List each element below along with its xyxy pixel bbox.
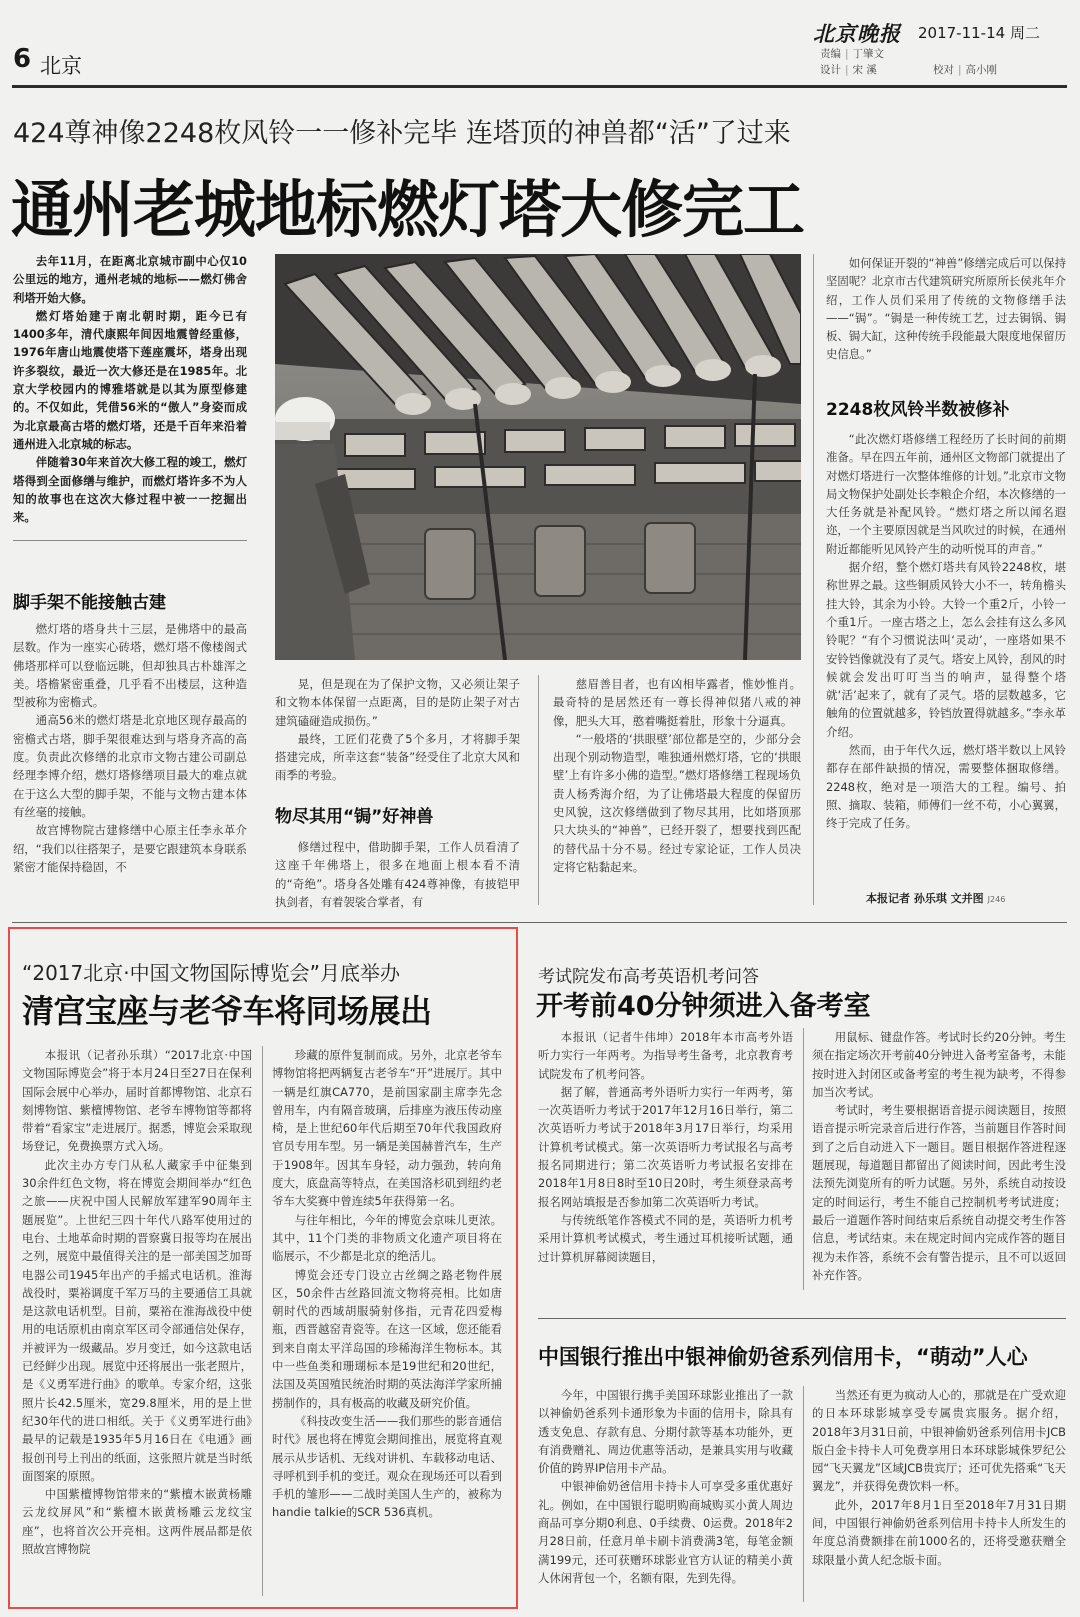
masthead-logo: 北京晚报 [813, 21, 901, 46]
main-col2: 晃，但是现在为了保护文物，又必须让架子和文物本体保留一点距离，目的是防止架子对古建筑磕碰造成损伤。” 最终，工匠们花费了5个多月，才将脚手架搭建完成，所幸这套“装备”经受住了北京大风和雨季的考验。 [275, 677, 520, 783]
main-lead: 去年11月，在距离北京城市副中心仅10公里远的地方，通州老城的地标——燃灯佛舍利塔开始大修。 燃灯塔始建于南北朝时期，距今已有1400多年，清代康熙年间因地震曾经重修，1976年唐山地震使塔下莲座震坏，塔身出现许多裂纹，最近一次大修还是在1985年。北京大学校园内的博雅塔就是以其为原型修建的。不仅如此，凭借56米的“傲人”身姿而成为北京最高古塔的燃灯塔，还是千百年来沿着通州进入北京城的标志。 伴随着30年来首次大修工程的竣工，燃灯塔得到全面修缮与维护，而燃灯塔许多不为人知的故事也在这次大修过程中被一一挖掘出来。 [13, 254, 247, 525]
main-headline: 通州老城地标燃灯塔大修完工 [11, 173, 805, 246]
exam-bottom-rule [538, 1318, 1066, 1319]
main-bottom-rule [12, 922, 1067, 923]
bank-col1: 今年，中国银行携手美国环球影业推出了一款以神偷奶爸系列卡通形象为卡面的信用卡，除具有透支免息、存款有息、分期付款等基本功能外，更有消费赠礼、周边优惠等活动，是兼具实用与收藏价值的跨界IP信用卡产品。 中银神偷奶爸信用卡持卡人可享受多重优惠好礼。例如，在中国银行聪明购商城购买小黄人周边商品可享分期0利息、0手续费、0运费。2018年2月28日前，任意月单卡刷卡消费满3笔，每笔金额满199元，还可获赠环球影业官方认证的精美小黄人休闲背包一个，名额有限，先到先得。 [538, 1388, 793, 1585]
issue-date: 2017-11-14 周二 [918, 24, 1040, 42]
section1-body: 燃灯塔的塔身共十三层，是佛塔中的最高层数。作为一座实心砖塔，燃灯塔不像楼阁式佛塔那样可以登临远眺，但却独具古朴雄浑之美。塔檐紧密重叠，几乎看不出楼层，这种造型被称为密檐式。 通高56米的燃灯塔是北京地区现存最高的密檐式古塔，脚手架很难达到与塔身齐高的高度。负责此次修缮的北京市文物古建公司副总经理李博介绍，燃灯塔修缮项目最大的难点就在于这么大型的脚手架，不能与文物古建本体有丝毫的接触。 故宫博物院古建修缮中心原主任李永革介绍，“我们以往搭架子，是要它跟建筑本身联系紧密才能保持稳固，不 [13, 622, 247, 874]
section3-body: “此次燃灯塔修缮工程经历了长时间的前期准备。早在四五年前，通州区文物部门就提出了对燃灯塔进行一次整体维修的计划。”北京市文物局文物保护处副处长李粮企介绍，本次修缮的一大任务就是补配风铃。“燃灯塔之所以闻名遐迩，一个主要原因就是当风吹过的时候，在通州附近都能听见风铃产生的动听悦耳的声音。” 据介绍，整个燃灯塔共有风铃2248枚，堪称世界之最。这些铜质风铃大小不一，转角檐头挂大铃，其余为小铃。大铃一个重2斤，小铃一个重1斤。一座古塔之上，怎么会挂有这么多风铃呢？“有个习惯说法叫‘灵动’，一座塔如果不安铃铛像就没有了灵气。塔安上风铃，刮风的时候就会发出叮叮当当的响声，显得整个塔就‘活’起来了，就有了灵气。塔的层数越多，它触角的位置就越多，铃铛放置得就越多。”李永革介绍。 然而，由于年代久远，燃灯塔半数以上风铃都存在部件缺损的情况，需要整体捆取修缮。2248枚，绝对是一项浩大的工程。编号、拍照、摘取、装箱，师傅们一丝不苟，小心翼翼，终于完成了任务。 [826, 432, 1066, 831]
bank-col2: 当然还有更为疯动人心的，那就是在广受欢迎的日本环球影城享受专属贵宾服务。据介绍，2018年3月31日前，中银神偷奶爸系列信用卡JCB版白金卡持卡人可免费享用日本环球影城侏罗纪公园“飞天翼龙”区域JCB贵宾厅；还可优先搭乘“飞天翼龙”，并获得免费饮料一杯。 此外，2017年8月1日至2018年7月31日期间，中国银行神偷奶爸系列信用卡持卡人所发生的年度总消费额排在前1000名的，还将受邀获赠全球限量小黄人纪念版卡面。 [812, 1388, 1066, 1567]
section-name: 北京 [40, 54, 82, 78]
exam-kicker: 考试院发布高考英语机考问答 [538, 967, 759, 987]
expo-headline: 清宫宝座与老爷车将同场展出 [22, 992, 432, 1030]
credit-proofread: 校对 | 高小刚 [933, 64, 998, 76]
bank-headline: 中国银行推出中银神偷奶爸系列信用卡，“萌动”人心 [538, 1345, 1028, 1369]
exam-headline: 开考前40分钟须进入备考室 [536, 991, 871, 1022]
expo-col2: 珍藏的原件复制而成。另外，北京老爷车博物馆将把两辆复古老爷车“开”进展厅。其中一辆是红旗CA770，是前国家副主席李先念曾用车，内有隔音玻璃，后排座为液压传动座椅，是上世纪60年代后期至70年代我国政府官员专用车型。另一辆是美国赫普汽车，生产于1908年。因其车身轻，动力强劲，转向角度大，底盘高等特点，在美国洛杉矶到纽约老爷车大奖赛中曾连续5年获得第一名。 与往年相比，今年的博览会京味儿更浓。其中，11个门类的非物质文化遗产项目将在临展示，不少都是北京的绝活儿。 博览会还专门设立古丝绸之路老物件展区，50余件古丝路回流文物将亮相。比如唐朝时代的西域胡服骑射侈指，元青花四爱梅瓶，西晋越窑青瓷等。在这一区域，您还能看到来自南太平洋岛国的珍稀海洋生物标本。其中一些鱼类和珊瑚标本是19世纪和20世纪，法国及英国殖民统治时期的英法海洋学家所捕捞制作的，具有极高的收藏及研究价值。 《科技改变生活——我们那些的影音通信时代》展也将在博览会期间推出，展览将直观展示从步话机、无线对讲机、车载移动电话、寻呼机到手机的变迁。观众在现场还可以看到手机的雏形——二战时美国人生产的，被称为handie talkie的SCR 536真机。 [272, 1048, 502, 1520]
section3-title: 2248枚风铃半数被修补 [826, 400, 1010, 420]
col-divider [813, 254, 814, 905]
page-number: 6 [13, 44, 32, 74]
main-col4: 如何保证开裂的“神兽”修缮完成后可以保持坚固呢？北京市古代建筑研究所原所长侯兆年介绍，工作人员们采用了传统的文物修缮手法——“锔”。“锔是一种传统工艺，过去锔锅、锔板、锔大缸，这种传统手段能最大限度地保留历史信息。” [826, 256, 1066, 362]
exam-col2: 用鼠标、键盘作答。考试时长约20分钟。考生须在指定场次开考前40分钟进入备考室备考，未能按时进入封闭区或备考室的考生视为缺考，不得参加当次考试。 考试时，考生要根据语音提示阅读题目，按照语音提示听完录音后进行作答，当前题目作答时间到了之后自动进入下一题目。题目根据作答进程逐题展现，每道题目都留出了阅读时间，因此考生没法预先浏览所有的听力试题。另外，系统自动按设定的时间运行，考生不能自己控制机考考试进度；最后一道题作答时间结束后系统自动提交考生作答信息，考试结束。未在规定时间内完成作答的题目视为未作答，系统不会有警告提示，且不可以返回补充作答。 [812, 1030, 1066, 1282]
tower-restoration-photo [275, 254, 801, 660]
exam-col1: 本报讯（记者牛伟坤）2018年本市高考外语听力实行一年两考。为指导考生备考，北京教育考试院发布了机考问答。 据了解，普通高考外语听力实行一年两考，第一次英语听力考试于2017年12月16日举行，第二次英语听力考试于2018年3月17日举行，均采用计算机考试模式。第一次英语听力考试报名与高考报名同期进行；第二次英语听力考试报名安排在2018年1月8日8时至10日20时，考生须登录高考报名网站填报是否参加第二次英语听力考试。 与传统纸笔作答模式不同的是，英语听力机考采用计算机考试模式，考生通过耳机接听试题，通过计算机屏幕阅读题目， [538, 1030, 793, 1264]
section1-title: 脚手架不能接触古建 [13, 593, 166, 613]
expo-kicker: “2017北京·中国文物国际博览会”月底举办 [22, 961, 400, 985]
lead-rule [13, 540, 247, 541]
main-col3: 慈眉善目者，也有凶相毕露者，惟妙惟肖。最奇特的是居然还有一尊长得神似猪八戒的神像，肥头大耳，憨着嘴挺着肚，形象十分逼真。 “一般塔的‘拱眼壁’部位都是空的，少部分会出现个别动物造型，唯独通州燃灯塔，它的‘拱眼壁’上有许多小佛的造型。”燃灯塔修缮工程现场负责人杨秀海介绍，为了让佛塔最大程度的保留历史风貌，这次修缮做到了物尽其用，比如塔顶那只大块头的“神兽”，已经开裂了，想要找到匹配的替代品十分不易。经过专家论证，工作人员决定将它粘黏起来。 [553, 677, 801, 874]
col-divider [538, 675, 539, 905]
col-divider [803, 1386, 804, 1602]
main-byline: 本报记者 孙乐琪 文并图 J246 [866, 892, 1006, 905]
expo-col1: 本报讯（记者孙乐琪）“2017北京·中国文物国际博览会”将于本月24日至27日在保利国际会展中心举办，届时首都博物馆、北京石刻博物馆、紫檀博物馆、老爷车博物馆等都将带着“看家宝”走进展厅。据悉，博览会采取现场登记，免费换票方式入场。 此次主办方专门从私人藏家手中征集到30余件红色文物，将在博览会期间举办“红色之旅——庆祝中国人民解放军建军90周年主题展览”。上世纪三四十年代八路军使用过的电台、土地革命时期的晋察冀日报等均在展出之列，展览中最值得关注的是一部美国芝加哥电器公司1945年出产的手摇式电话机。淮海战役时，粟裕调度千军万马的主要通信工具就是这款电话机型。目前，粟裕在淮海战役中使用的电话原机由南京军区司令部通信处保存，并被评为一级藏品。岁月变迁，如今这款电话已经鲜少出现。展览中还将展出一张老照片，是《义勇军进行曲》的歌单。专家介绍，这张照片长42.5厘米，宽29.8厘米，用的是上世纪30年代的进口相纸。关于《义勇军进行曲》最早的记载是1935年5月16日在《电通》画报创刊号上刊出的纸面，这张照片就是当时纸面图案的原照。 中国紫檀博物馆带来的“紫檀木嵌黄杨雕云龙纹屏风”和“紫檀木嵌黄杨雕云龙纹宝座”，也将首次公开亮相。这两件展品都是依照故宫博物院 [22, 1048, 252, 1557]
credit-editor: 责编 | 丁肇文 [820, 48, 885, 60]
section2-body: 修缮过程中，借助脚手架，工作人员看清了这座千年佛塔上，很多在地面上根本看不清的“奇绝”。塔身各处雕有424尊神像，有披铠甲执剑者，有着袈裟合掌者，有 [275, 840, 520, 909]
col-divider [803, 1028, 804, 1290]
col-divider [262, 1046, 263, 1596]
main-kicker: 424尊神像2248枚风铃一一修补完毕 连塔顶的神兽都“活”了过来 [13, 118, 791, 149]
section2-title: 物尽其用“锔”好神兽 [275, 807, 434, 827]
header-rule [12, 85, 1067, 88]
credit-design: 设计 | 宋 溪 [820, 64, 877, 76]
